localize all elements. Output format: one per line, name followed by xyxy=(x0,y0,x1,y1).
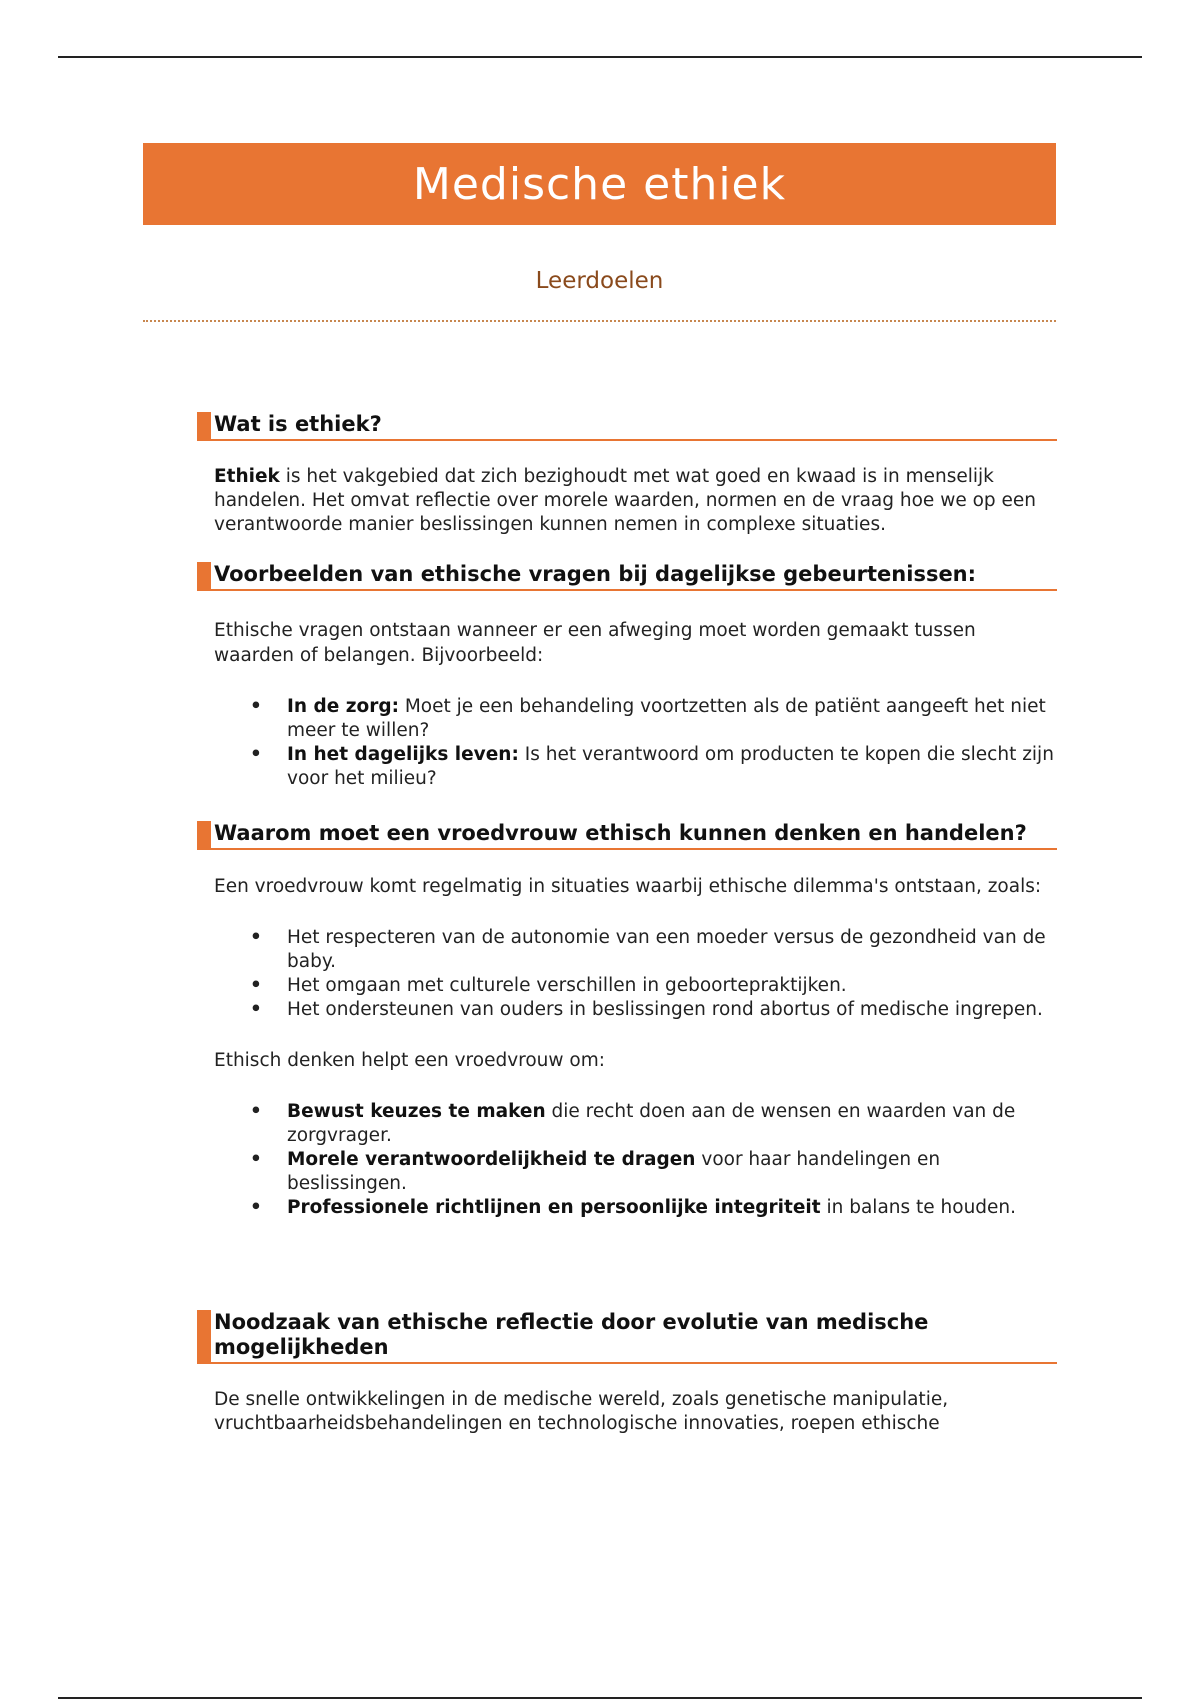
paragraph-vroedvrouw-intro: Een vroedvrouw komt regelmatig in situaties waarbij ethische dilemma's ontstaan, zoals: xyxy=(214,876,1042,897)
list-item-text: Moet je een behandeling voortzetten als de patiënt aangeeft het niet meer te willen? xyxy=(287,696,1046,741)
bold-term: Professionele richtlijnen en persoonlijke integriteit xyxy=(287,1197,821,1218)
vaardigheden-list xyxy=(197,1100,1057,1220)
list-item-text: in balans te houden. xyxy=(820,1197,1017,1218)
bold-term: Bewust keuzes te maken xyxy=(287,1101,546,1122)
bold-term: Morele verantwoordelijkheid te dragen xyxy=(287,1149,696,1170)
title-banner xyxy=(143,143,1056,225)
subtitle: Leerdoelen xyxy=(535,268,664,294)
list-item xyxy=(197,1196,1057,1220)
bold-term: Ethiek xyxy=(214,466,280,487)
bullet-icon: • xyxy=(250,1197,262,1218)
paragraph-text: is het vakgebied dat zich bezighoudt met wat goed en kwaad is in menselijk handelen. Het omvat reflectie over morele waarden, normen en de vraag hoe we op een verantwoorde manier beslissingen kunnen nemen in complexe situaties. xyxy=(214,466,1037,535)
bottom-rule xyxy=(58,1697,1142,1699)
list-item xyxy=(197,974,1057,998)
list-item xyxy=(197,998,1057,1022)
section-heading-voorbeelden: Voorbeelden van ethische vragen bij dagelijkse gebeurtenissen: xyxy=(197,562,1057,591)
bullet-icon: • xyxy=(250,1101,262,1122)
dotted-divider xyxy=(143,320,1056,322)
list-item xyxy=(197,743,1057,791)
list-item xyxy=(197,695,1057,743)
bullet-icon: • xyxy=(250,1149,262,1170)
bullet-icon: • xyxy=(250,744,262,765)
document-body xyxy=(197,412,1057,1436)
list-item-text: voor haar handelingen en beslissingen. xyxy=(287,1149,941,1194)
bold-term: In de zorg: xyxy=(287,696,399,717)
list-item-text: Het omgaan met culturele verschillen in geboortepraktijken. xyxy=(287,975,847,996)
paragraph-ethiek-definitie xyxy=(197,465,1057,537)
paragraph-noodzaak-intro: De snelle ontwikkelingen in de medische wereld, zoals genetische manipulatie, vruchtbaarheidsbehandelingen en technologische innovaties, roepen ethische xyxy=(214,1389,949,1434)
document-title: Medische ethiek xyxy=(412,158,787,210)
list-item xyxy=(197,1100,1057,1148)
bullet-icon: • xyxy=(250,975,262,996)
top-rule xyxy=(58,56,1142,58)
bold-term: In het dagelijks leven: xyxy=(287,744,519,765)
bullet-icon: • xyxy=(250,696,262,717)
list-item-text: Het ondersteunen van ouders in beslissingen rond abortus of medische ingrepen. xyxy=(287,999,1043,1020)
list-item-text: Is het verantwoord om producten te kopen die slecht zijn voor het milieu? xyxy=(287,744,1054,789)
paragraph-ethisch-denken-intro: Ethisch denken helpt een vroedvrouw om: xyxy=(214,1050,605,1071)
list-item-text: die recht doen aan de wensen en waarden van de zorgvrager. xyxy=(287,1101,1016,1146)
section-heading-noodzaak: Noodzaak van ethische reflectie door evolutie van medische mogelijkheden xyxy=(197,1310,1057,1364)
list-item xyxy=(197,1148,1057,1196)
list-item-text: Het respecteren van de autonomie van een moeder versus de gezondheid van de baby. xyxy=(287,927,1046,972)
paragraph-voorbeelden-intro: Ethische vragen ontstaan wanneer er een afweging moet worden gemaakt tussen waarden of belangen. Bijvoorbeeld: xyxy=(214,620,976,666)
list-item xyxy=(197,926,1057,974)
voorbeelden-list xyxy=(197,695,1057,791)
bullet-icon: • xyxy=(250,999,262,1020)
section-heading-wat-is-ethiek: Wat is ethiek? xyxy=(197,412,1057,441)
section-heading-waarom-vroedvrouw: Waarom moet een vroedvrouw ethisch kunnen denken en handelen? xyxy=(197,821,1057,850)
bullet-icon: • xyxy=(250,927,262,948)
dilemma-list xyxy=(197,926,1057,1022)
